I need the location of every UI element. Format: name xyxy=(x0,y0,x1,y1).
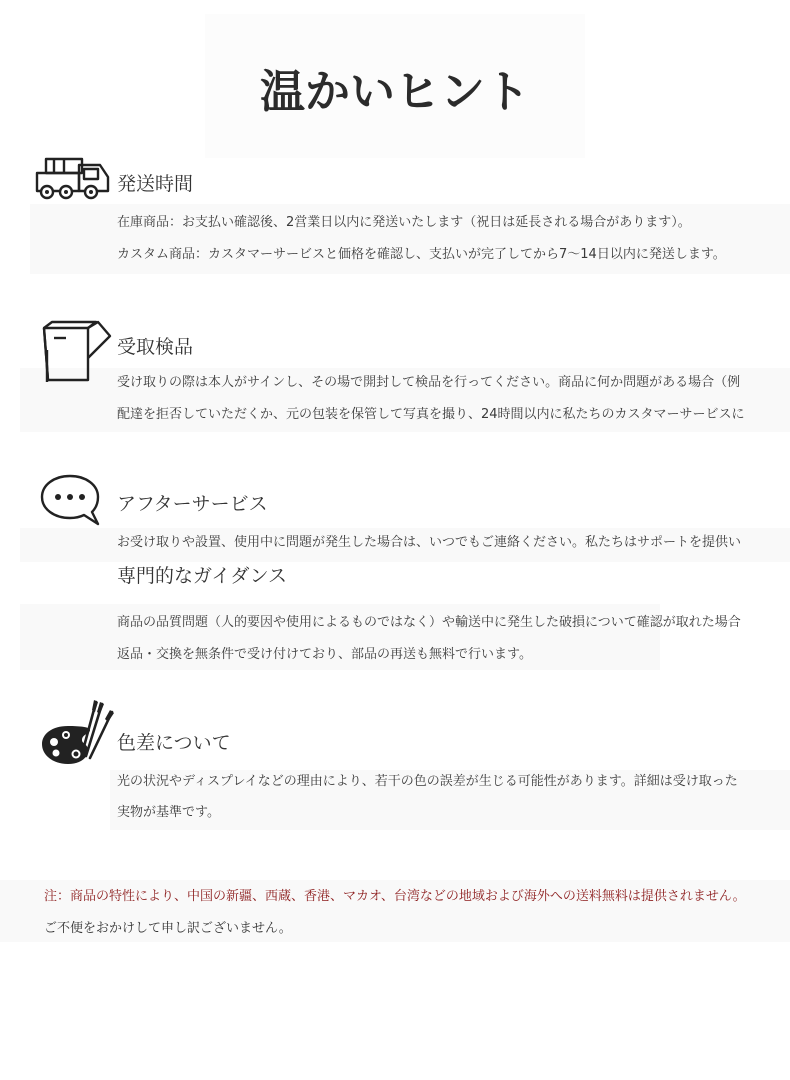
guidance-line-2: 返品・交換を無条件で受け付けており、部品の再送も無料で行います。 xyxy=(117,647,532,662)
color-line-1: 光の状況やディスプレイなどの理由により、若干の色の誤差が生じる可能性があります。詳細は受け取った xyxy=(117,774,738,789)
truck-icon xyxy=(34,155,112,201)
guidance-subheading: 専門的なガイダンス xyxy=(117,565,288,587)
color-heading: 色差について xyxy=(117,732,231,754)
inspection-line-1: 受け取りの際は本人がサインし、その場で開封して検品を行ってください。商品に何か問題がある場合（例 xyxy=(117,375,741,390)
shipping-heading: 発送時間 xyxy=(117,173,194,195)
inspection-heading: 受取検品 xyxy=(117,336,194,358)
apology-note: ご不便をおかけして申し訳ございません。 xyxy=(44,921,292,936)
shipping-line-1: 在庫商品：お支払い確認後、2営業日以内に発送いたします（祝日は延長される場合があります）。 xyxy=(117,215,691,230)
shipping-exclusion-note: 注：商品の特性により、中国の新疆、西蔵、香港、マカオ、台湾などの地域および海外への送料無料は提供されません。 xyxy=(44,889,746,904)
guidance-line-1: 商品の品質問題（人的要因や使用によるものではなく）や輸送中に発生した破損について確認が取れた場合 xyxy=(117,615,741,630)
palette-icon xyxy=(40,698,116,768)
page-title: 温かいヒント xyxy=(259,65,530,118)
shipping-line-2: カスタム商品：カスタマーサービスと価格を確認し、支払いが完了してから7〜14日以内に発送します。 xyxy=(117,247,726,262)
box-icon xyxy=(40,320,112,386)
inspection-line-2: 配達を拒否していただくか、元の包装を保管して写真を撮り、24時間以内に私たちのカスタマーサービスに xyxy=(117,407,745,422)
after-service-line-1: お受け取りや設置、使用中に問題が発生した場合は、いつでもご連絡ください。私たちはサポートを提供い xyxy=(117,535,742,550)
speech-bubble-icon xyxy=(40,474,102,528)
color-line-2: 実物が基準です。 xyxy=(117,805,220,820)
after-service-heading: アフターサービス xyxy=(117,493,268,515)
